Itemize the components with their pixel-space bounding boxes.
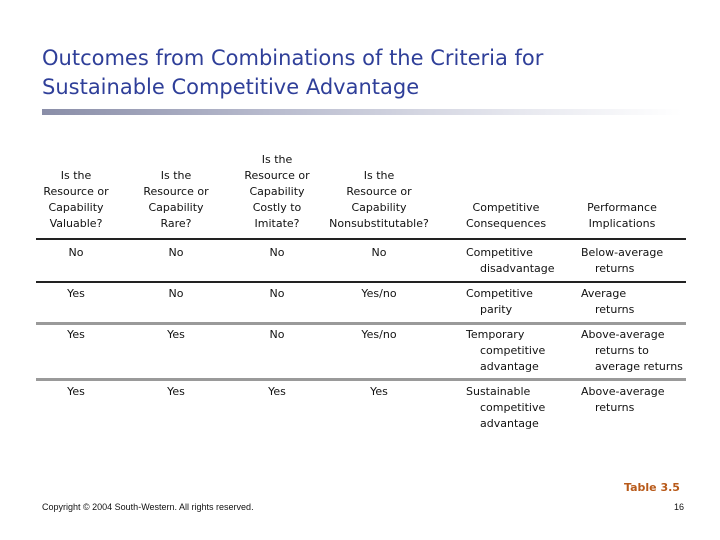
header-rare-line: Rare? [160,217,192,230]
consequence-line: Temporary [466,328,525,341]
header-valuable-line: Capability [48,201,104,214]
cell-consequences [466,384,576,432]
implication-line: returns to [595,344,649,357]
header-consequences-line: Competitive [472,201,540,214]
header-consequences-line: Consequences [465,217,547,230]
cell-consequences [466,327,576,375]
implication-line: Below-average [581,246,664,259]
cell-rare: Yes [167,385,185,398]
consequence-line: disadvantage [480,262,555,275]
header-consequences [454,200,558,232]
implication-line: Above-average [581,328,665,341]
cell-valuable: Yes [67,328,85,341]
implication-line: returns [595,262,635,275]
implication-line: returns [595,303,635,316]
header-costly [236,152,318,232]
cell-implications [581,245,691,277]
cell-implications [581,327,691,375]
consequence-line: advantage [480,417,539,430]
header-nonsub-line: Is the [363,169,395,182]
header-costly-line: Costly to [252,201,302,214]
header-costly-line: Is the [261,153,293,166]
header-rare-line: Resource or [143,185,209,198]
slide-title-line-2: Sustainable Competitive Advantage [42,75,420,99]
cell-consequences [466,286,576,318]
consequence-line: parity [480,303,513,316]
slide-title [42,44,682,102]
header-implications-line: Implications [588,217,656,230]
row-divider [36,378,686,381]
cell-costly: No [269,328,285,341]
header-costly-line: Resource or [244,169,310,182]
header-valuable [36,168,116,232]
cell-valuable: No [68,246,84,259]
consequence-line: competitive [480,344,546,357]
cell-consequences [466,245,576,277]
consequence-line: Competitive [466,287,533,300]
slide-title-line-1: Outcomes from Combinations of the Criteria for [42,46,544,70]
cell-valuable: Yes [67,385,85,398]
header-nonsub-line: Resource or [346,185,412,198]
cell-rare: Yes [167,328,185,341]
header-implications [574,200,670,232]
implication-line: average returns [595,360,683,373]
header-nonsub-line: Nonsubstitutable? [329,217,429,230]
table-number-label: Table 3.5 [624,481,680,494]
header-divider [36,238,686,240]
title-underline-rule [42,109,682,115]
cell-nonsubstitutable: Yes [370,385,388,398]
cell-rare: No [168,287,184,300]
cell-costly: No [269,246,285,259]
cell-valuable: Yes [67,287,85,300]
consequence-line: competitive [480,401,546,414]
implication-line: Above-average [581,385,665,398]
cell-implications [581,384,691,416]
consequence-line: Competitive [466,246,533,259]
table-header-row [36,150,686,236]
header-rare-line: Capability [148,201,204,214]
cell-nonsubstitutable: Yes/no [361,328,397,341]
implication-line: Average [581,287,627,300]
cell-nonsubstitutable: Yes/no [361,287,397,300]
header-nonsub-line: Capability [351,201,407,214]
outcomes-table [36,150,686,430]
row-divider [36,281,686,283]
header-rare-line: Is the [160,169,192,182]
page-number: 16 [673,502,684,512]
cell-implications [581,286,691,318]
header-costly-line: Capability [249,185,305,198]
header-nonsubstitutable [324,168,434,232]
cell-nonsubstitutable: No [371,246,387,259]
copyright-notice: Copyright © 2004 South-Western. All rights reserved. [42,502,254,512]
header-valuable-line: Resource or [43,185,109,198]
header-valuable-line: Valuable? [49,217,103,230]
cell-costly: No [269,287,285,300]
consequence-line: advantage [480,360,539,373]
header-implications-line: Performance [587,201,657,214]
row-divider [36,322,686,325]
header-valuable-line: Is the [60,169,92,182]
cell-costly: Yes [268,385,286,398]
implication-line: returns [595,401,635,414]
cell-rare: No [168,246,184,259]
header-rare [136,168,216,232]
consequence-line: Sustainable [466,385,531,398]
header-costly-line: Imitate? [254,217,300,230]
